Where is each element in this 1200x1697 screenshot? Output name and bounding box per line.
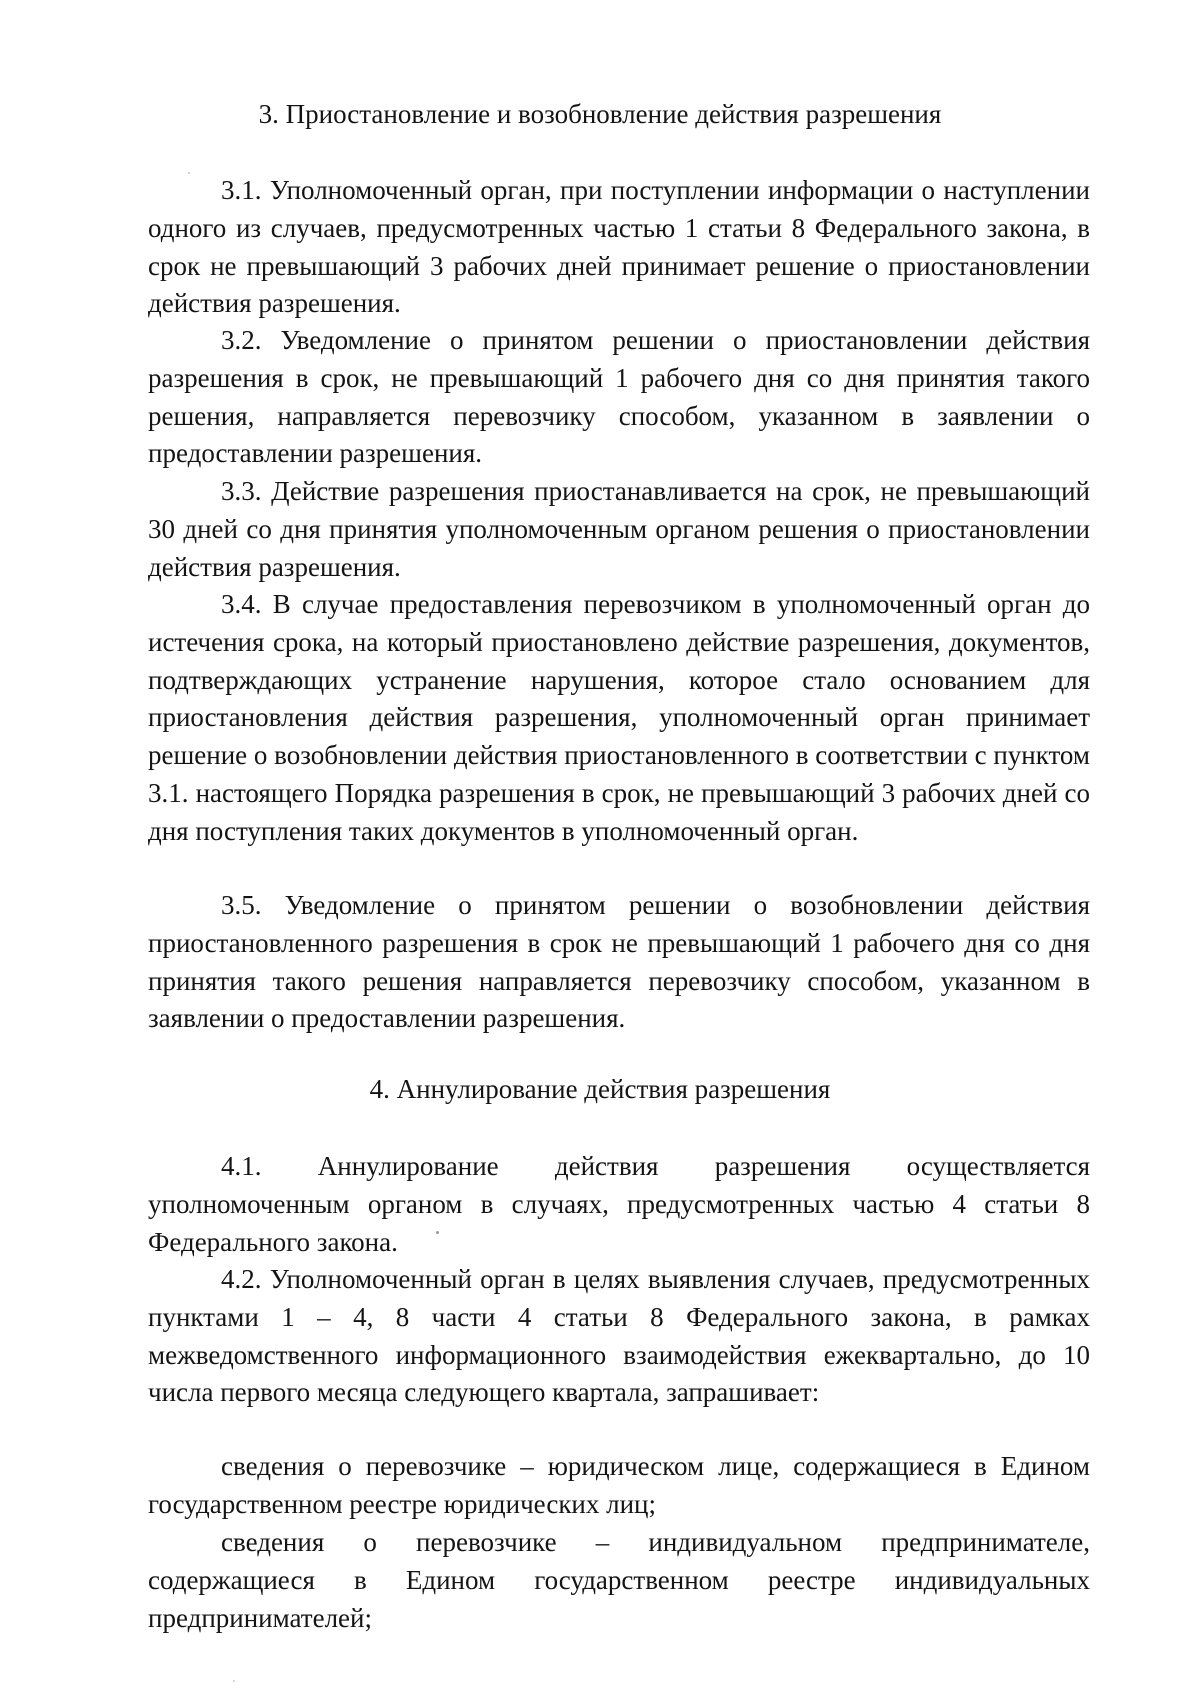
section-3-title: 3. Приостановление и возобновление действия разрешения <box>258 99 942 129</box>
scan-speck <box>436 1231 439 1234</box>
paragraph-3-1: 3.1. Уполномоченный орган, при поступлении информации о наступлении одного из случаев, предусмотренных частью 1 статьи 8 Федерального закона, в срок не превышающий 3 рабочих дней принимает решение о приостановлении действия разрешения. <box>148 175 1090 319</box>
list-item-legal-entity-info: сведения о перевозчике – юридическом лице, содержащиеся в Едином государственном реестре юридических лиц; <box>148 1451 1090 1519</box>
section-4-title: 4. Аннулирование действия разрешения <box>369 1074 831 1104</box>
paragraph-3-2: 3.2. Уведомление о принятом решении о приостановлении действия разрешения в срок, не превышающий 1 рабочего дня со дня принятия такого решения, направляется перевозчику способом, указанном в заявлении о предоставлении разрешения. <box>148 325 1090 469</box>
paragraph-4-1: 4.1. Аннулирование действия разрешения осуществляется уполномоченным органом в случаях, предусмотренных частью 4 статьи 8 Федерального закона. <box>148 1151 1090 1257</box>
paragraph-3-5: 3.5. Уведомление о принятом решении о возобновлении действия приостановленного разрешения в срок не превышающий 1 рабочего дня со дня принятия такого решения направляется перевозчику способом, указанном в заявлении о предоставлении разрешения. <box>148 890 1090 1034</box>
paragraph-3-3: 3.3. Действие разрешения приостанавливается на срок, не превышающий 30 дней со дня принятия уполномоченным органом решения о приостановлении действия разрешения. <box>148 476 1090 582</box>
list-item-entrepreneur-info: сведения о перевозчике – индивидуальном предпринимателе, содержащиеся в Едином государственном реестре индивидуальных предпринимателей; <box>148 1527 1090 1633</box>
scan-speck <box>233 1680 235 1682</box>
paragraph-3-4: 3.4. В случае предоставления перевозчиком в уполномоченный орган до истечения срока, на который приостановлено действие разрешения, документов, подтверждающих устранение нарушения, которое стало основанием для приостановления действия разрешения, уполномоченный орган принимает решение о возобновлении действия приостановленного в соответствии с пунктом 3.1. настоящего Порядка разрешения в срок, не превышающий 3 рабочих дней со дня поступления таких документов в уполномоченный орган. <box>148 589 1090 846</box>
scan-speck <box>188 172 190 174</box>
paragraph-4-2: 4.2. Уполномоченный орган в целях выявления случаев, предусмотренных пунктами 1 – 4, 8 части 4 статьи 8 Федерального закона, в рамках межведомственного информационного взаимодействия ежеквартально, до 10 числа первого месяца следующего квартала, запрашивает: <box>148 1264 1090 1408</box>
